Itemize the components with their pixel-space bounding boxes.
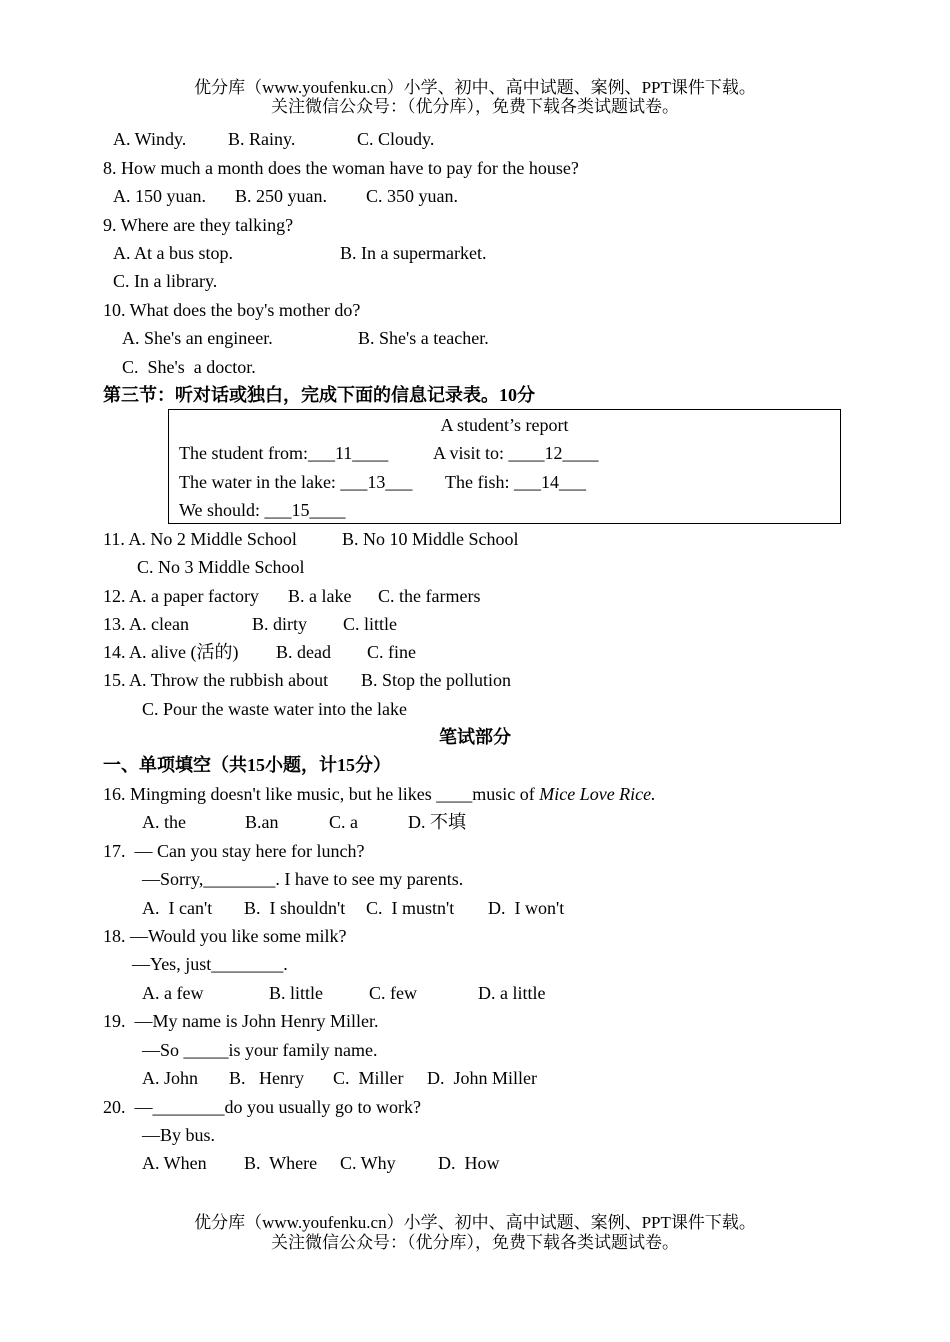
q13-option-b: B. dirty xyxy=(252,614,308,634)
q8-stem: 8. How much a month does the woman have to pay for the house? xyxy=(103,158,579,178)
q20-option-d: D. How xyxy=(438,1153,500,1173)
q10-option-b: B. She's a teacher. xyxy=(358,328,489,348)
report-should: We should: ___15____ xyxy=(179,500,346,520)
q15-option-c: C. Pour the waste water into the lake xyxy=(142,699,407,719)
q8-option-c: C. 350 yuan. xyxy=(366,186,458,206)
q9-option-a: A. At a bus stop. xyxy=(113,243,234,263)
q7-option-b: B. Rainy. xyxy=(228,129,296,149)
q8-option-a: A. 150 yuan. xyxy=(113,186,206,206)
q19-reply: —So _____is your family name. xyxy=(142,1040,378,1060)
q20-option-c: C. Why xyxy=(340,1153,396,1173)
q16-option-a: A. the xyxy=(142,812,186,832)
q18-stem: 18. —Would you like some milk? xyxy=(103,926,347,946)
q20-option-a: A. When xyxy=(142,1153,207,1173)
q14-option-c: C. fine xyxy=(367,642,416,662)
q7-option-a: A. Windy. xyxy=(113,129,187,149)
report-title: A student’s report xyxy=(440,415,569,435)
q7-option-c: C. Cloudy. xyxy=(357,129,435,149)
q12-option-c: C. the farmers xyxy=(378,586,481,606)
q12-option-b: B. a lake xyxy=(288,586,352,606)
q15-option-a: 15. A. Throw the rubbish about xyxy=(103,670,329,690)
footer-line-1: 优分库（www.youfenku.cn）小学、初中、高中试题、案例、PPT课件下载。 xyxy=(194,1213,756,1232)
q17-reply: —Sorry,________. I have to see my parents. xyxy=(142,869,464,889)
q16-option-c: C. a xyxy=(329,812,358,832)
q11-option-b: B. No 10 Middle School xyxy=(342,529,519,549)
q20-reply: —By bus. xyxy=(142,1125,216,1145)
q18-option-a: A. a few xyxy=(142,983,204,1003)
q14-option-b: B. dead xyxy=(276,642,331,662)
q16-stem-title: Mice Love Rice. xyxy=(539,784,656,804)
q9-stem: 9. Where are they talking? xyxy=(103,215,294,235)
q8-option-b: B. 250 yuan. xyxy=(235,186,327,206)
q17-option-a: A. I can't xyxy=(142,898,213,918)
header-line-1: 优分库（www.youfenku.cn）小学、初中、高中试题、案例、PPT课件下载。 xyxy=(194,78,756,97)
q19-option-c: C. Miller xyxy=(333,1068,404,1088)
q13-option-a: 13. A. clean xyxy=(103,614,189,634)
q17-option-c: C. I mustn't xyxy=(366,898,455,918)
report-visit: A visit to: ____12____ xyxy=(433,443,599,463)
q16-option-b: B.an xyxy=(245,812,279,832)
q11-option-c: C. No 3 Middle School xyxy=(137,557,305,577)
q18-option-d: D. a little xyxy=(478,983,546,1003)
report-from: The student from:___11____ xyxy=(179,443,389,463)
q19-option-b: B. Henry xyxy=(229,1068,304,1088)
q20-stem: 20. —________do you usually go to work? xyxy=(103,1097,421,1117)
q17-stem: 17. — Can you stay here for lunch? xyxy=(103,841,365,861)
q18-option-b: B. little xyxy=(269,983,323,1003)
report-water: The water in the lake: ___13___ xyxy=(179,472,413,492)
q11-option-a: 11. A. No 2 Middle School xyxy=(103,529,297,549)
q20-option-b: B. Where xyxy=(244,1153,318,1173)
q16-stem xyxy=(103,783,656,805)
q17-option-d: D. I won't xyxy=(488,898,565,918)
q16-stem-text: 16. Mingming doesn't like music, but he likes ____music of xyxy=(103,784,540,804)
q14-option-a: 14. A. alive (活的) xyxy=(103,642,239,662)
q15-option-b: B. Stop the pollution xyxy=(361,670,512,690)
report-table xyxy=(168,409,841,524)
q10-stem: 10. What does the boy's mother do? xyxy=(103,300,361,320)
footer-line-2: 关注微信公众号：（优分库），免费下载各类试题试卷。 xyxy=(271,1233,679,1252)
written-title: 笔试部分 xyxy=(439,727,511,747)
q13-option-c: C. little xyxy=(343,614,397,634)
q9-option-c: C. In a library. xyxy=(113,271,218,291)
q19-stem: 19. —My name is John Henry Miller. xyxy=(103,1011,379,1031)
q18-reply: —Yes, just________. xyxy=(132,954,288,974)
header-line-2: 关注微信公众号：（优分库），免费下载各类试题试卷。 xyxy=(271,97,679,116)
q19-option-d: D. John Miller xyxy=(427,1068,537,1088)
part1-title: 一、单项填空（共15小题，计15分） xyxy=(103,755,391,775)
q16-option-d: D. 不填 xyxy=(408,812,466,832)
q18-option-c: C. few xyxy=(369,983,417,1003)
q19-option-a: A. John xyxy=(142,1068,199,1088)
q12-option-a: 12. A. a paper factory xyxy=(103,586,259,606)
q10-option-c: C. She's a doctor. xyxy=(122,357,256,377)
q17-option-b: B. I shouldn't xyxy=(244,898,346,918)
q9-option-b: B. In a supermarket. xyxy=(340,243,487,263)
report-fish: The fish: ___14___ xyxy=(445,472,586,492)
q10-option-a: A. She's an engineer. xyxy=(122,328,273,348)
section3-title: 第三节：听对话或独白，完成下面的信息记录表。10分 xyxy=(103,385,535,405)
